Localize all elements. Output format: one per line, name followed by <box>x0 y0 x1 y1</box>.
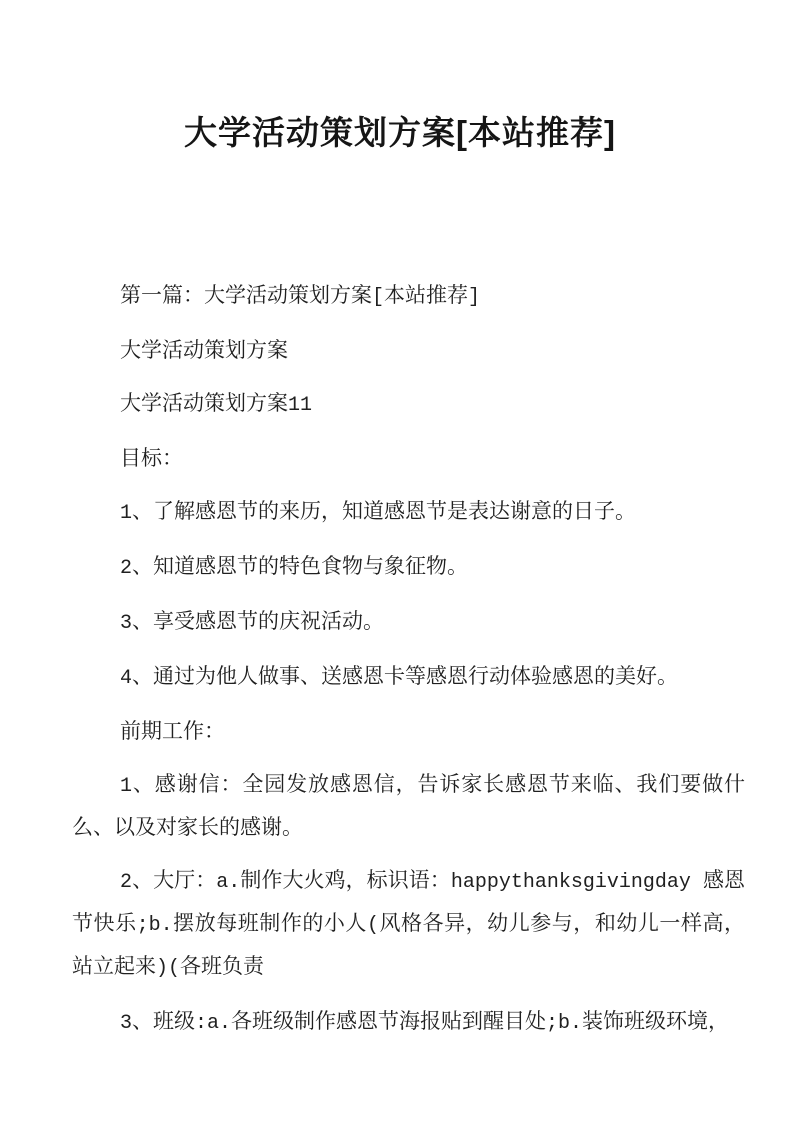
paragraph-7: 3、享受感恩节的庆祝活动。 <box>120 609 385 635</box>
paragraph-6: 2、知道感恩节的特色食物与象征物。 <box>120 554 469 580</box>
latin-text: 1 <box>120 502 133 525</box>
paragraph-4: 目标： <box>120 446 183 470</box>
latin-text: happythanksgivingday <box>450 871 703 894</box>
latin-text: 11 <box>288 394 313 417</box>
latin-text: ( <box>366 914 379 937</box>
paragraph-2: 大学活动策划方案 <box>120 338 288 362</box>
latin-text: 3 <box>120 612 133 635</box>
paragraph-3: 大学活动策划方案11 <box>120 391 313 417</box>
paragraph-11: 2、大厅：a.制作大火鸡，标识语：happythanksgivingday 感恩节快乐;b.摆放每班制作的小人(风格各异，幼儿参与，和幼儿一样高，站立起来)(各班负责 <box>72 868 746 980</box>
paragraph-5: 1、了解感恩节的来历，知道感恩节是表达谢意的日子。 <box>120 499 637 525</box>
paragraph-12: 3、班级:a.各班级制作感恩节海报贴到醒目处;b.装饰班级环境， <box>120 1009 730 1035</box>
latin-text: ;b. <box>136 914 173 937</box>
latin-text: [ <box>372 286 385 309</box>
latin-text: 1 <box>120 775 133 798</box>
latin-text: :a. <box>195 1012 232 1035</box>
document-body <box>0 155 800 1044</box>
latin-text: ] <box>468 286 481 309</box>
latin-text: 4 <box>120 667 133 690</box>
document-title: 大学活动策划方案[本站推荐] <box>184 114 616 151</box>
latin-text: ;b. <box>546 1012 583 1035</box>
paragraph-9: 前期工作： <box>120 719 225 743</box>
latin-text: 3 <box>120 1012 133 1035</box>
paragraph-1: 第一篇：大学活动策划方案[本站推荐] <box>120 283 481 309</box>
latin-text: )( <box>156 957 181 980</box>
latin-text: 2 <box>120 557 133 580</box>
paragraph-8: 4、通过为他人做事、送感恩卡等感恩行动体验感恩的美好。 <box>120 664 679 690</box>
latin-text: a. <box>216 871 241 894</box>
latin-text: 2 <box>120 871 133 894</box>
paragraph-10: 1、感谢信：全园发放感恩信，告诉家长感恩节来临、我们要做什么、以及对家长的感谢。 <box>72 772 745 839</box>
